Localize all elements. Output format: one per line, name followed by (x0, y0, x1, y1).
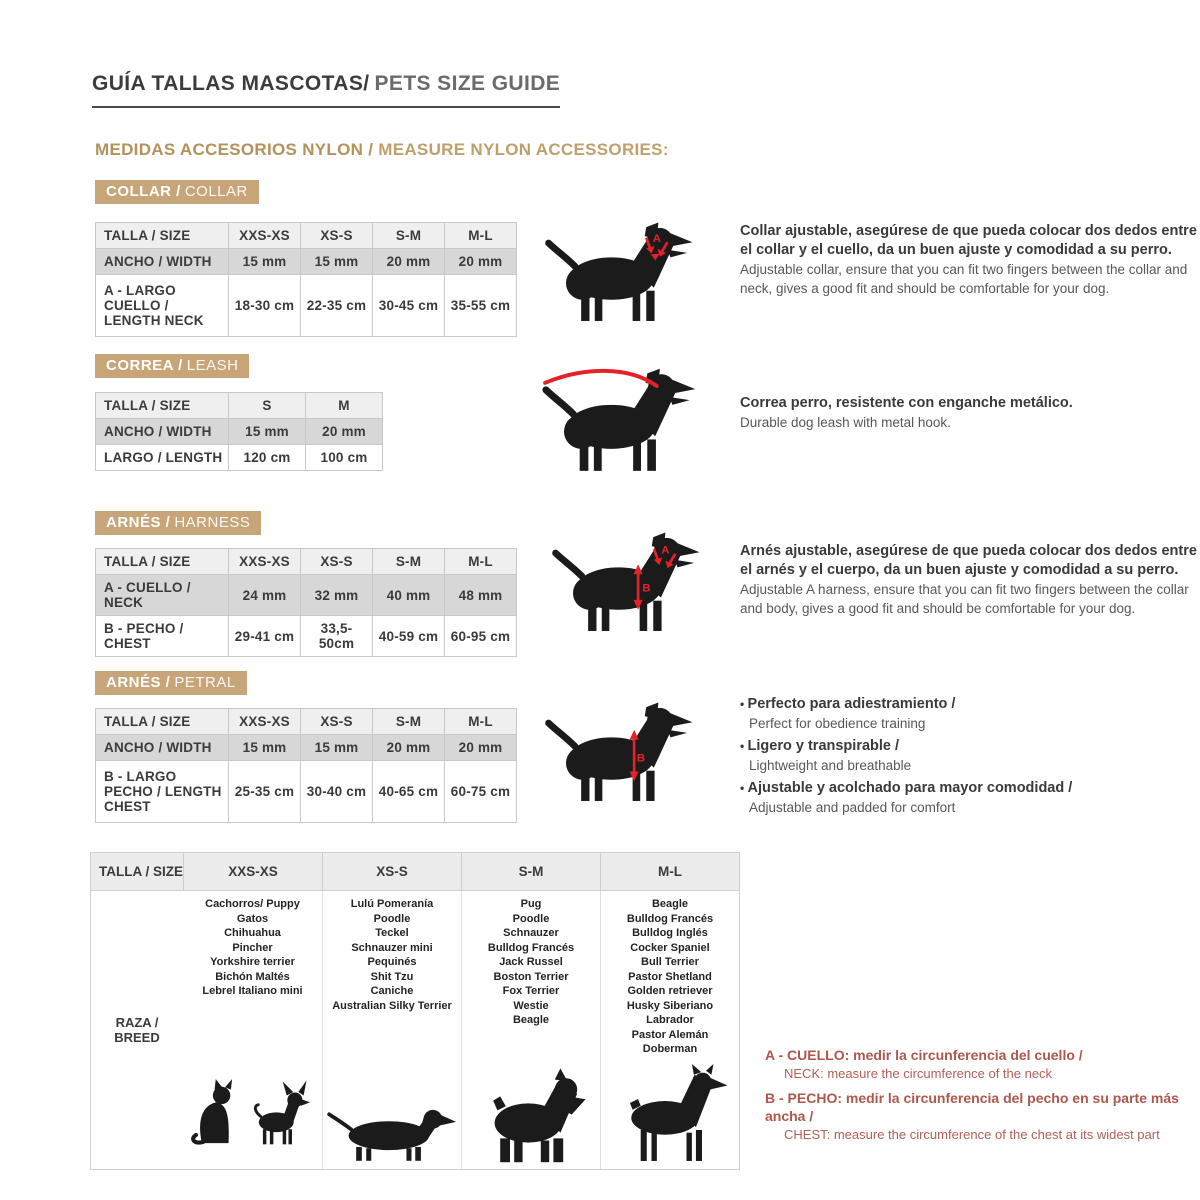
table-row (96, 393, 383, 419)
value-cell: 40-65 cm (373, 761, 445, 823)
breed-item: Poodle (373, 912, 411, 925)
table-row (96, 275, 517, 337)
row-label-cell: A - CUELLO / NECK (96, 575, 229, 616)
breed-list (332, 897, 452, 1013)
row-label-cell: ANCHO / WIDTH (96, 249, 229, 275)
value-cell: 32 mm (301, 575, 373, 616)
leash-desc-es: Correa perro, resistente con enganche metálico. (740, 395, 1073, 411)
breed-size-label: TALLA / SIZE (91, 853, 183, 891)
size-cell: S-M (373, 549, 445, 575)
collar-section-badge (95, 180, 259, 204)
collar-description (740, 222, 1198, 298)
petral-section-badge (95, 671, 247, 695)
value-cell: 30-40 cm (301, 761, 373, 823)
breed-item: Golden retriever (627, 985, 713, 997)
breed-item: Yorkshire terrier (210, 956, 295, 968)
petral-badge-en: PETRAL (174, 674, 236, 691)
breed-size-header: XXS-XS (183, 853, 322, 891)
harness-badge-en: HARNESS (174, 514, 251, 531)
size-cell: XXS-XS (229, 549, 301, 575)
breed-item: Shit Tzu (370, 970, 414, 983)
size-label-cell: TALLA / SIZE (96, 549, 229, 575)
row-label-cell: LARGO / LENGTH (96, 445, 229, 471)
harness-badge-es: ARNÉS / (106, 514, 171, 531)
petral-bullet-en: Adjustable and padded for comfort (749, 800, 956, 815)
value-cell: 20 mm (306, 419, 383, 445)
breed-item: Lulú Pomeranía (350, 898, 434, 910)
measuring-notes (765, 1046, 1200, 1150)
row-label-cell: ANCHO / WIDTH (96, 419, 229, 445)
size-label-cell: TALLA / SIZE (96, 393, 229, 419)
breed-item: Bichón Maltés (215, 970, 290, 983)
breed-item: Bulldog Inglés (632, 927, 708, 939)
table-row (96, 709, 517, 735)
breed-item: Teckel (375, 927, 409, 939)
value-cell: 100 cm (306, 445, 383, 471)
leash-desc-en: Durable dog leash with metal hook. (740, 415, 951, 430)
size-label-cell: TALLA / SIZE (96, 223, 229, 249)
harness-description (740, 542, 1198, 618)
petral-bullet-en: Perfect for obedience training (749, 716, 926, 731)
table-row (96, 616, 517, 657)
breed-item: Cachorros/ Puppy (205, 898, 300, 910)
breed-item: Caniche (370, 985, 414, 997)
harness-marker-a: A (661, 544, 670, 557)
size-cell: XS-S (301, 709, 373, 735)
size-cell: S-M (373, 223, 445, 249)
page-title-es: GUÍA TALLAS MASCOTAS/ (92, 72, 370, 95)
leash-description (740, 394, 1198, 432)
size-cell: XXS-XS (229, 709, 301, 735)
value-cell: 20 mm (373, 735, 445, 761)
cat-and-chihuahua-silhouette (189, 1055, 317, 1165)
page-subtitle-es: MEDIDAS ACCESORIOS NYLON / (95, 140, 374, 159)
collar-desc-en: Adjustable collar, ensure that you can fit two fingers between the collar and neck, gives a good fit and should be comfortable for your dog. (740, 262, 1188, 296)
leash-section-badge (95, 354, 249, 378)
breed-list (627, 897, 713, 1057)
breed-size-header: M-L (600, 853, 739, 891)
value-cell: 120 cm (229, 445, 306, 471)
breed-item: Australian Silky Terrier (332, 999, 452, 1012)
breed-item: Schnauzer mini (351, 941, 433, 954)
dog-harness-illustration (550, 528, 702, 634)
value-cell: 33,5-50cm (301, 616, 373, 657)
value-cell: 35-55 cm (445, 275, 517, 337)
collar-badge-es: COLLAR / (106, 183, 181, 200)
size-cell: XS-S (301, 549, 373, 575)
collar-desc-es: Collar ajustable, asegúrese de que pueda colocar dos dedos entre el collar y el cuello, da un buen ajuste y comodidad a su perro. (740, 223, 1197, 258)
size-cell: M-L (445, 709, 517, 735)
table-row (96, 575, 517, 616)
red-leash-line (545, 371, 657, 386)
breed-item: Pastor Shetland (628, 970, 712, 983)
dog-petral-illustration (543, 698, 695, 804)
harness-section-badge (95, 511, 261, 535)
breed-list (488, 897, 574, 1028)
page-subtitle (95, 140, 669, 160)
breed-list (202, 897, 302, 999)
breed-item: Pug (520, 898, 542, 910)
size-cell: M (306, 393, 383, 419)
petral-marker-b: B (636, 752, 646, 765)
petral-size-table (95, 708, 517, 823)
size-cell: XS-S (301, 223, 373, 249)
note-neck-en: NECK: measure the circumference of the neck (784, 1066, 1053, 1081)
harness-desc-es: Arnés ajustable, asegúrese de que pueda colocar dos dedos entre el arnés y el cuerpo, da un buen ajuste y comodidad a su perro. (740, 543, 1197, 578)
breed-column-xs-s (322, 891, 461, 1169)
breed-item: Schnauzer (503, 927, 559, 939)
breed-column-m-l (600, 891, 739, 1169)
value-cell: 20 mm (445, 735, 517, 761)
petral-feature-list (740, 694, 1200, 820)
size-cell: M-L (445, 549, 517, 575)
value-cell: 20 mm (373, 249, 445, 275)
size-cell: S (229, 393, 306, 419)
value-cell: 15 mm (301, 735, 373, 761)
value-cell: 40-59 cm (373, 616, 445, 657)
table-row (96, 735, 517, 761)
breed-item: Poodle (512, 912, 550, 925)
page-subtitle-en: MEASURE NYLON ACCESSORIES: (378, 140, 669, 159)
schnauzer-silhouette (475, 1067, 587, 1165)
breed-item: Doberman (642, 1043, 698, 1055)
harness-marker-b: B (642, 582, 651, 595)
value-cell: 15 mm (229, 735, 301, 761)
page-title-en: PETS SIZE GUIDE (374, 72, 561, 95)
table-row (96, 419, 383, 445)
value-cell: 25-35 cm (229, 761, 301, 823)
harness-desc-en: Adjustable A harness, ensure that you can fit two fingers between the collar and body, gives a good fit and should be comfortable for your dog. (740, 582, 1189, 616)
note-chest-en: CHEST: measure the circumference of the chest at its widest part (784, 1127, 1160, 1142)
breed-item: Westie (513, 999, 549, 1012)
size-cell: XXS-XS (229, 223, 301, 249)
table-row (96, 223, 517, 249)
value-cell: 29-41 cm (229, 616, 301, 657)
value-cell: 22-35 cm (301, 275, 373, 337)
breed-item: Beagle (651, 898, 689, 910)
value-cell: 60-75 cm (445, 761, 517, 823)
breed-column-s-m (461, 891, 600, 1169)
table-row (96, 549, 517, 575)
breed-row-label: RAZA / BREED (91, 891, 183, 1169)
note-neck-es: A - CUELLO: medir la circunferencia del cuello / (765, 1047, 1083, 1063)
breed-size-header: S-M (461, 853, 600, 891)
breed-item: Pequinés (367, 956, 417, 968)
value-cell: 20 mm (445, 249, 517, 275)
note-chest-es: B - PECHO: medir la circunferencia del pecho en su parte más ancha / (765, 1090, 1179, 1124)
breed-size-header: XS-S (322, 853, 461, 891)
size-cell: S-M (373, 709, 445, 735)
breed-item: Bull Terrier (641, 956, 699, 968)
leash-badge-en: LEASH (186, 357, 239, 374)
breed-item: Fox Terrier (502, 985, 560, 997)
value-cell: 60-95 cm (445, 616, 517, 657)
petral-badge-es: ARNÉS / (106, 674, 171, 691)
row-label-cell: B - PECHO / CHEST (96, 616, 229, 657)
collar-badge-en: COLLAR (184, 183, 248, 200)
table-row (96, 249, 517, 275)
table-row (96, 445, 383, 471)
size-cell: M-L (445, 223, 517, 249)
page-title (92, 72, 560, 108)
dog-collar-illustration (543, 218, 695, 324)
petral-bullet-es: • Ajustable y acolchado para mayor comodidad / (740, 778, 1200, 798)
value-cell: 30-45 cm (373, 275, 445, 337)
breed-item: Labrador (646, 1014, 694, 1026)
leash-badge-es: CORREA / (106, 357, 183, 374)
value-cell: 24 mm (229, 575, 301, 616)
breed-size-table (90, 852, 740, 1170)
collar-size-table (95, 222, 517, 337)
value-cell: 15 mm (229, 249, 301, 275)
value-cell: 15 mm (229, 419, 306, 445)
breed-item: Pastor Alemán (631, 1028, 709, 1041)
dachshund-silhouette (326, 1095, 458, 1165)
petral-bullet-es: • Perfecto para adiestramiento / (740, 694, 1200, 714)
breed-item: Husky Siberiano (626, 999, 714, 1012)
breed-item: Bulldog Francés (487, 941, 575, 954)
size-label-cell: TALLA / SIZE (96, 709, 229, 735)
value-cell: 48 mm (445, 575, 517, 616)
table-row (96, 761, 517, 823)
breed-item: Beagle (512, 1014, 550, 1026)
value-cell: 15 mm (301, 249, 373, 275)
breed-item: Boston Terrier (493, 970, 569, 983)
breed-item: Chihuahua (224, 927, 281, 939)
breed-item: Gatos (236, 912, 269, 925)
collar-marker-a: A (652, 233, 661, 246)
value-cell: 18-30 cm (229, 275, 301, 337)
breed-item: Pincher (232, 941, 273, 954)
leash-size-table (95, 392, 383, 471)
doberman-silhouette (611, 1064, 729, 1165)
breed-item: Bulldog Francés (626, 912, 714, 925)
petral-bullet-es: • Ligero y transpirable / (740, 736, 1200, 756)
row-label-cell: A - LARGO CUELLO / LENGTH NECK (96, 275, 229, 337)
row-label-cell: B - LARGO PECHO / LENGTH CHEST (96, 761, 229, 823)
breed-column-xxs-xs (183, 891, 322, 1169)
harness-size-table (95, 548, 517, 657)
petral-bullet-en: Lightweight and breathable (749, 758, 912, 773)
dog-leash-illustration (540, 364, 698, 474)
breed-item: Lebrel Italiano mini (202, 985, 303, 997)
row-label-cell: ANCHO / WIDTH (96, 735, 229, 761)
value-cell: 40 mm (373, 575, 445, 616)
breed-item: Jack Russel (499, 956, 563, 968)
breed-item: Cocker Spaniel (630, 941, 710, 954)
